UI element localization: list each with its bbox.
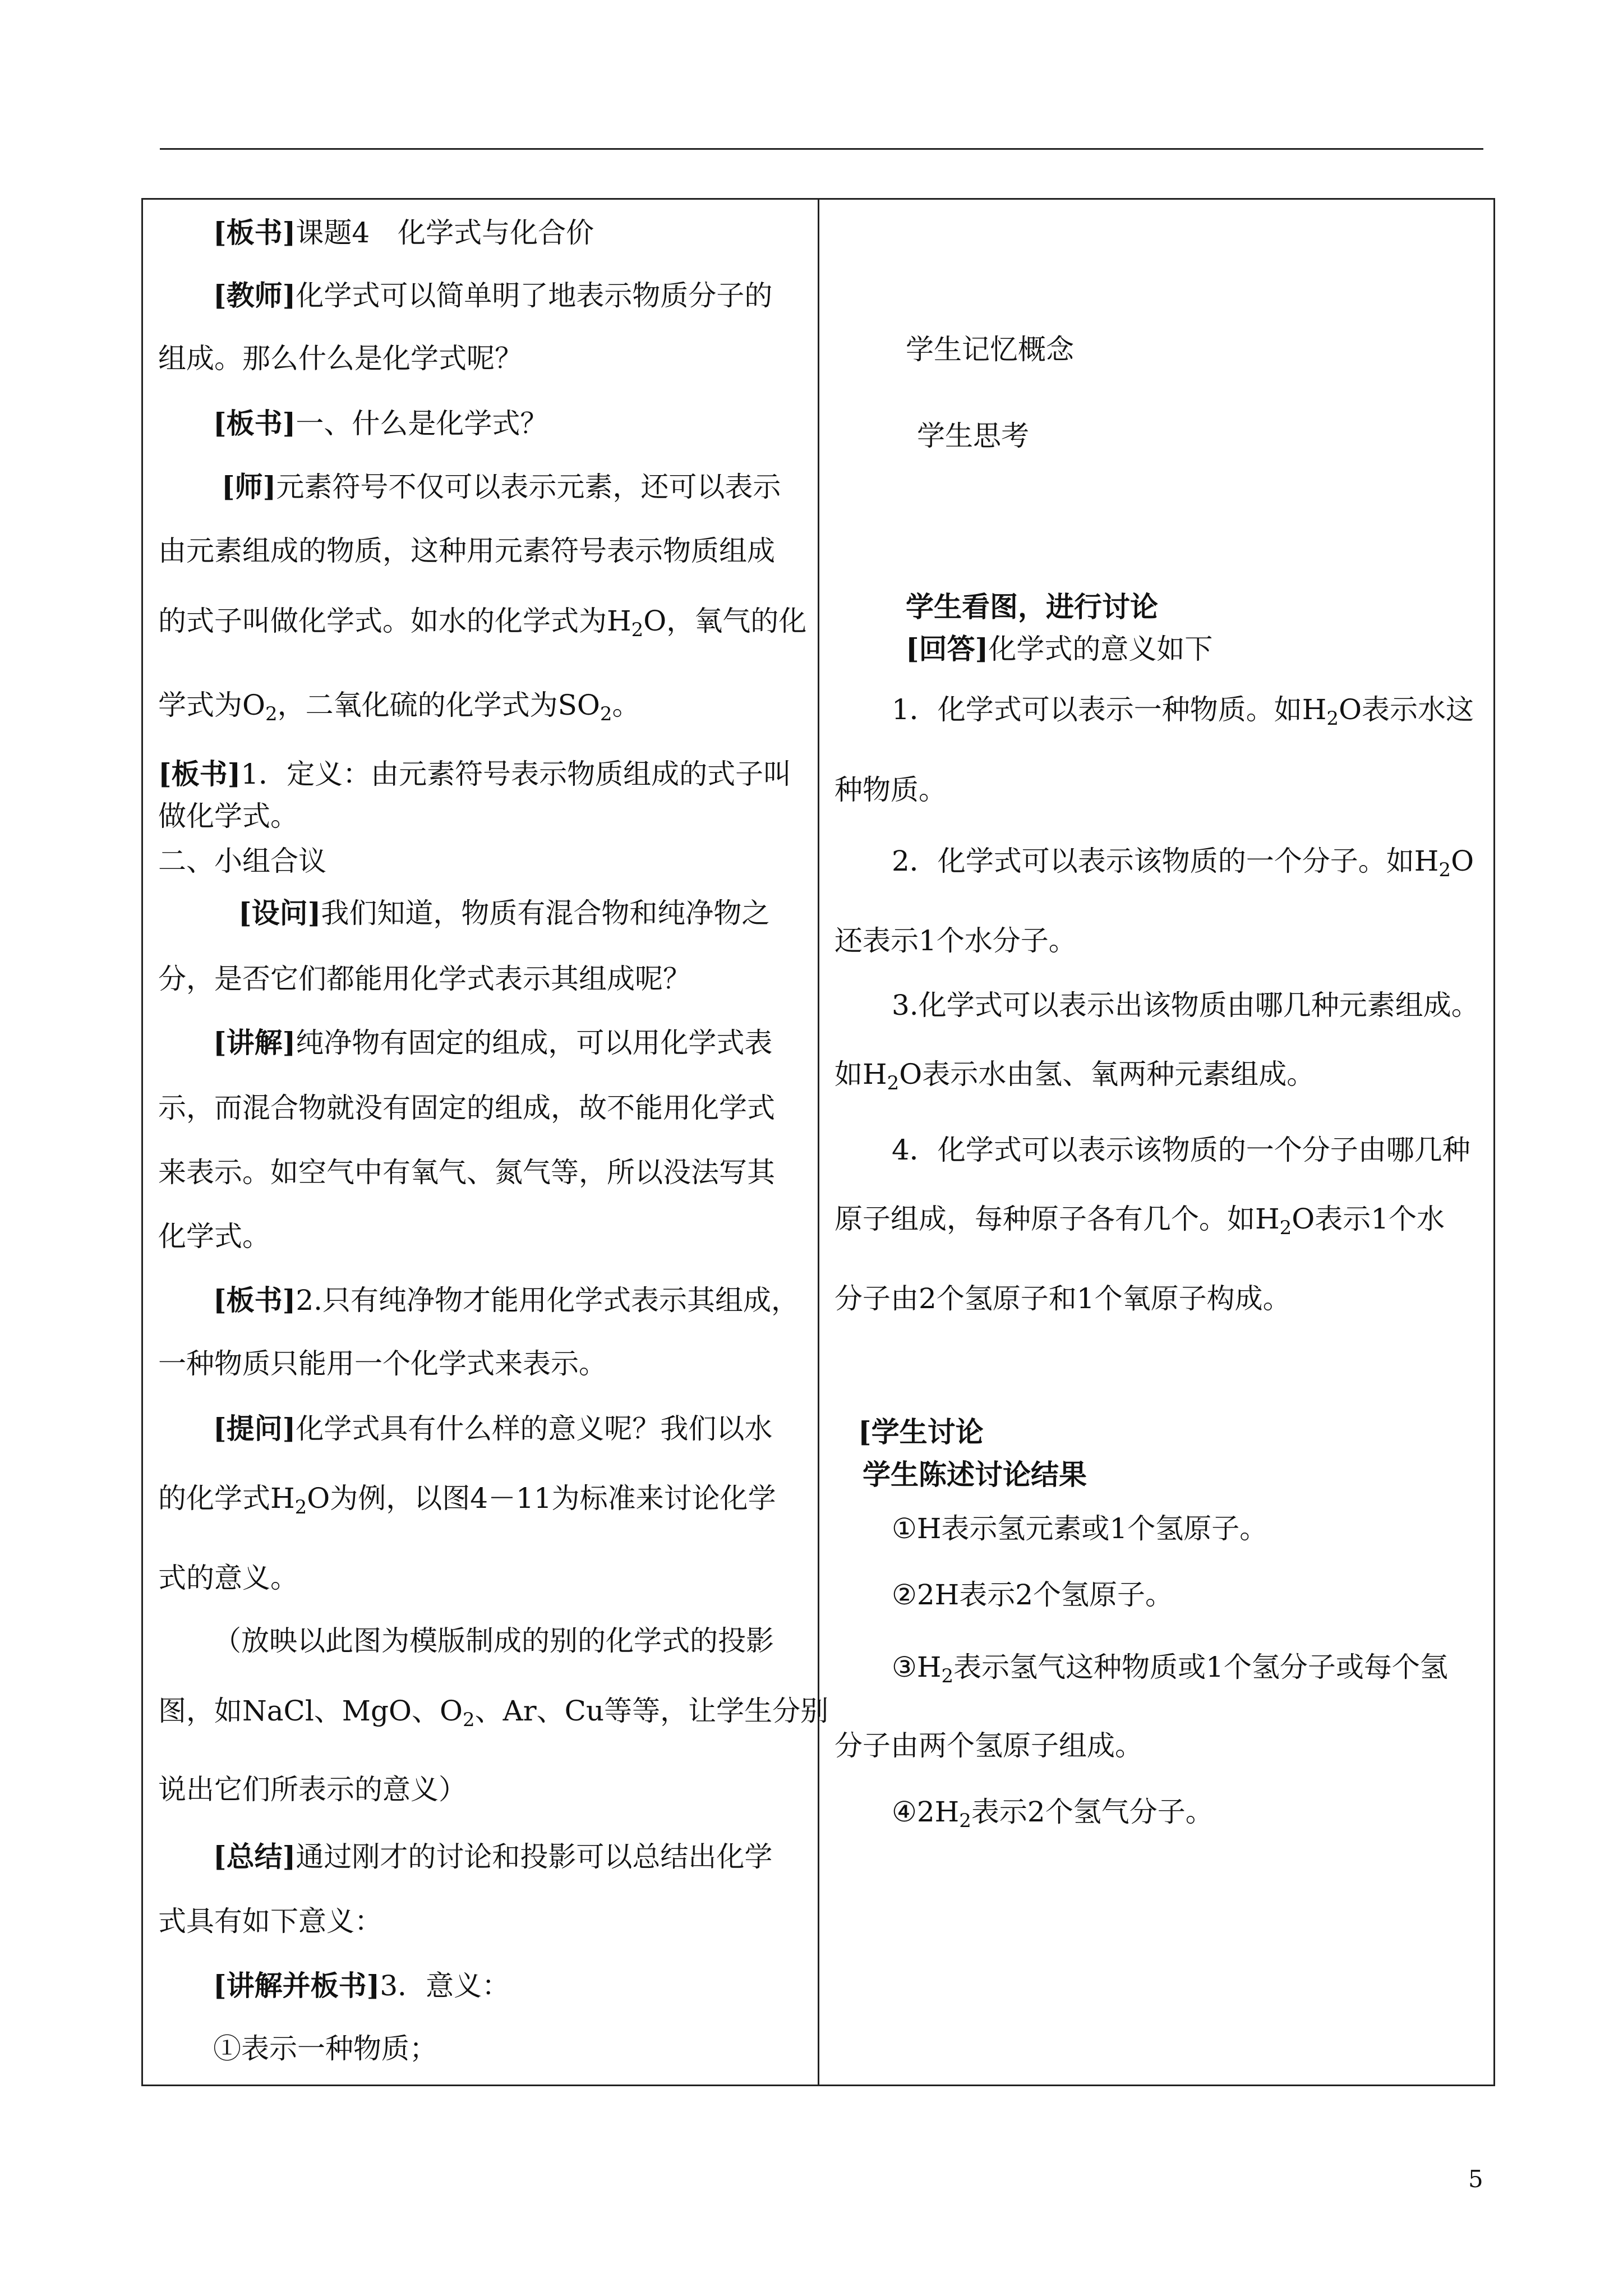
left-line-13: 分，是否它们都能用化学式表示其组成呢？ <box>158 963 691 995</box>
column-divider <box>818 198 819 2086</box>
left-line-15: 示，而混合物就没有固定的组成，故不能用化学式 <box>158 1092 775 1124</box>
left-line-16: 来表示。如空气中有氧气、氮气等，所以没法写其 <box>158 1156 775 1189</box>
right-line-2: 学生思考 <box>917 420 1029 452</box>
left-line-21: 的化学式$H_2O$为例，以图4－11为标准来讨论化学 <box>158 1482 776 1519</box>
right-line-11: 4．化学式可以表示该物质的一个分子由哪几种 <box>892 1134 1470 1166</box>
right-line-1: 学生记忆概念 <box>906 333 1074 366</box>
right-line-20: $④2H_2$表示2个氢气分子。 <box>892 1796 1214 1832</box>
header-rule <box>160 148 1483 150</box>
right-line-3: 学生看图，进行讨论 <box>906 590 1158 623</box>
left-line-3: 组成。那么什么是化学式呢？ <box>158 342 523 375</box>
right-line-13: 分子由2个氢原子和1个氧原子构成。 <box>834 1282 1291 1315</box>
left-line-9: [板书]1．定义：由元素符号表示物质组成的式子叫 <box>158 757 792 790</box>
left-line-23: （放映以此图为模版制成的别的化学式的投影 <box>213 1625 774 1657</box>
left-line-28: [讲解并板书]3．意义： <box>213 1969 510 2002</box>
right-line-4: [回答]化学式的意义如下 <box>906 632 1213 665</box>
left-line-10: 做化学式。 <box>158 800 298 832</box>
right-line-19: 分子由两个氢原子组成。 <box>834 1729 1143 1762</box>
left-line-18: [板书]2.只有纯净物才能用化学式表示其组成， <box>213 1283 800 1317</box>
right-line-15: 学生陈述讨论结果 <box>863 1458 1087 1491</box>
left-line-14: [讲解]纯净物有固定的组成，可以用化学式表 <box>213 1026 773 1059</box>
left-line-11: 二、小组合议 <box>158 845 326 877</box>
right-line-7: 2．化学式可以表示该物质的一个分子。如$H_2O$ <box>892 845 1474 881</box>
page-number: 5 <box>1468 2165 1483 2193</box>
left-line-6: 由元素组成的物质，这种用元素符号表示物质组成 <box>158 535 775 567</box>
left-line-26: [总结]通过刚才的讨论和投影可以总结出化学 <box>213 1840 773 1873</box>
right-line-16: ①H表示氢元素或1个氢原子。 <box>892 1512 1268 1545</box>
right-line-12: 原子组成，每种原子各有几个。如$H_2O$表示1个水 <box>834 1203 1445 1239</box>
right-line-6: 种物质。 <box>834 774 947 806</box>
left-line-19: 一种物质只能用一个化学式来表示。 <box>158 1347 607 1380</box>
left-line-1: [板书]课题4 化学式与化合价 <box>213 216 594 249</box>
left-line-2: [教师]化学式可以简单明了地表示物质分子的 <box>213 279 773 312</box>
right-line-14: [学生讨论 <box>858 1415 984 1448</box>
left-line-8: 学式为$O_2$，二氧化硫的化学式为$SO_2$。 <box>158 689 640 725</box>
right-line-5: 1．化学式可以表示一种物质。如$H_2O$表示水这 <box>892 693 1474 730</box>
right-line-17: ②2H表示2个氢原子。 <box>892 1579 1174 1611</box>
right-line-10: 如$H_2O$表示水由氢、氧两种元素组成。 <box>834 1058 1315 1094</box>
left-line-27: 式具有如下意义： <box>158 1905 382 1938</box>
left-line-5: [师]元素符号不仅可以表示元素，还可以表示 <box>222 470 781 503</box>
left-line-22: 式的意义。 <box>158 1562 298 1594</box>
left-line-24: 图，如NaCl、MgO、$O_2$、Ar、Cu等等，让学生分别 <box>158 1695 829 1731</box>
left-line-25: 说出它们所表示的意义） <box>158 1773 467 1806</box>
right-line-8: 还表示1个水分子。 <box>834 924 1077 957</box>
left-line-12: [设问]我们知道，物质有混合物和纯净物之 <box>238 896 770 930</box>
right-line-9: 3.化学式可以表示出该物质由哪几种元素组成。 <box>892 989 1479 1022</box>
left-line-4: [板书]一、什么是化学式？ <box>213 407 548 440</box>
right-line-18: $③H_2$表示氢气这种物质或1个氢分子或每个氢 <box>892 1651 1448 1687</box>
left-line-7: 的式子叫做化学式。如水的化学式为$H_2O$，氧气的化 <box>158 605 807 641</box>
left-line-17: 化学式。 <box>158 1220 270 1253</box>
left-line-29: ①表示一种物质； <box>213 2032 437 2065</box>
left-line-20: [提问]化学式具有什么样的意义呢？我们以水 <box>213 1412 773 1445</box>
